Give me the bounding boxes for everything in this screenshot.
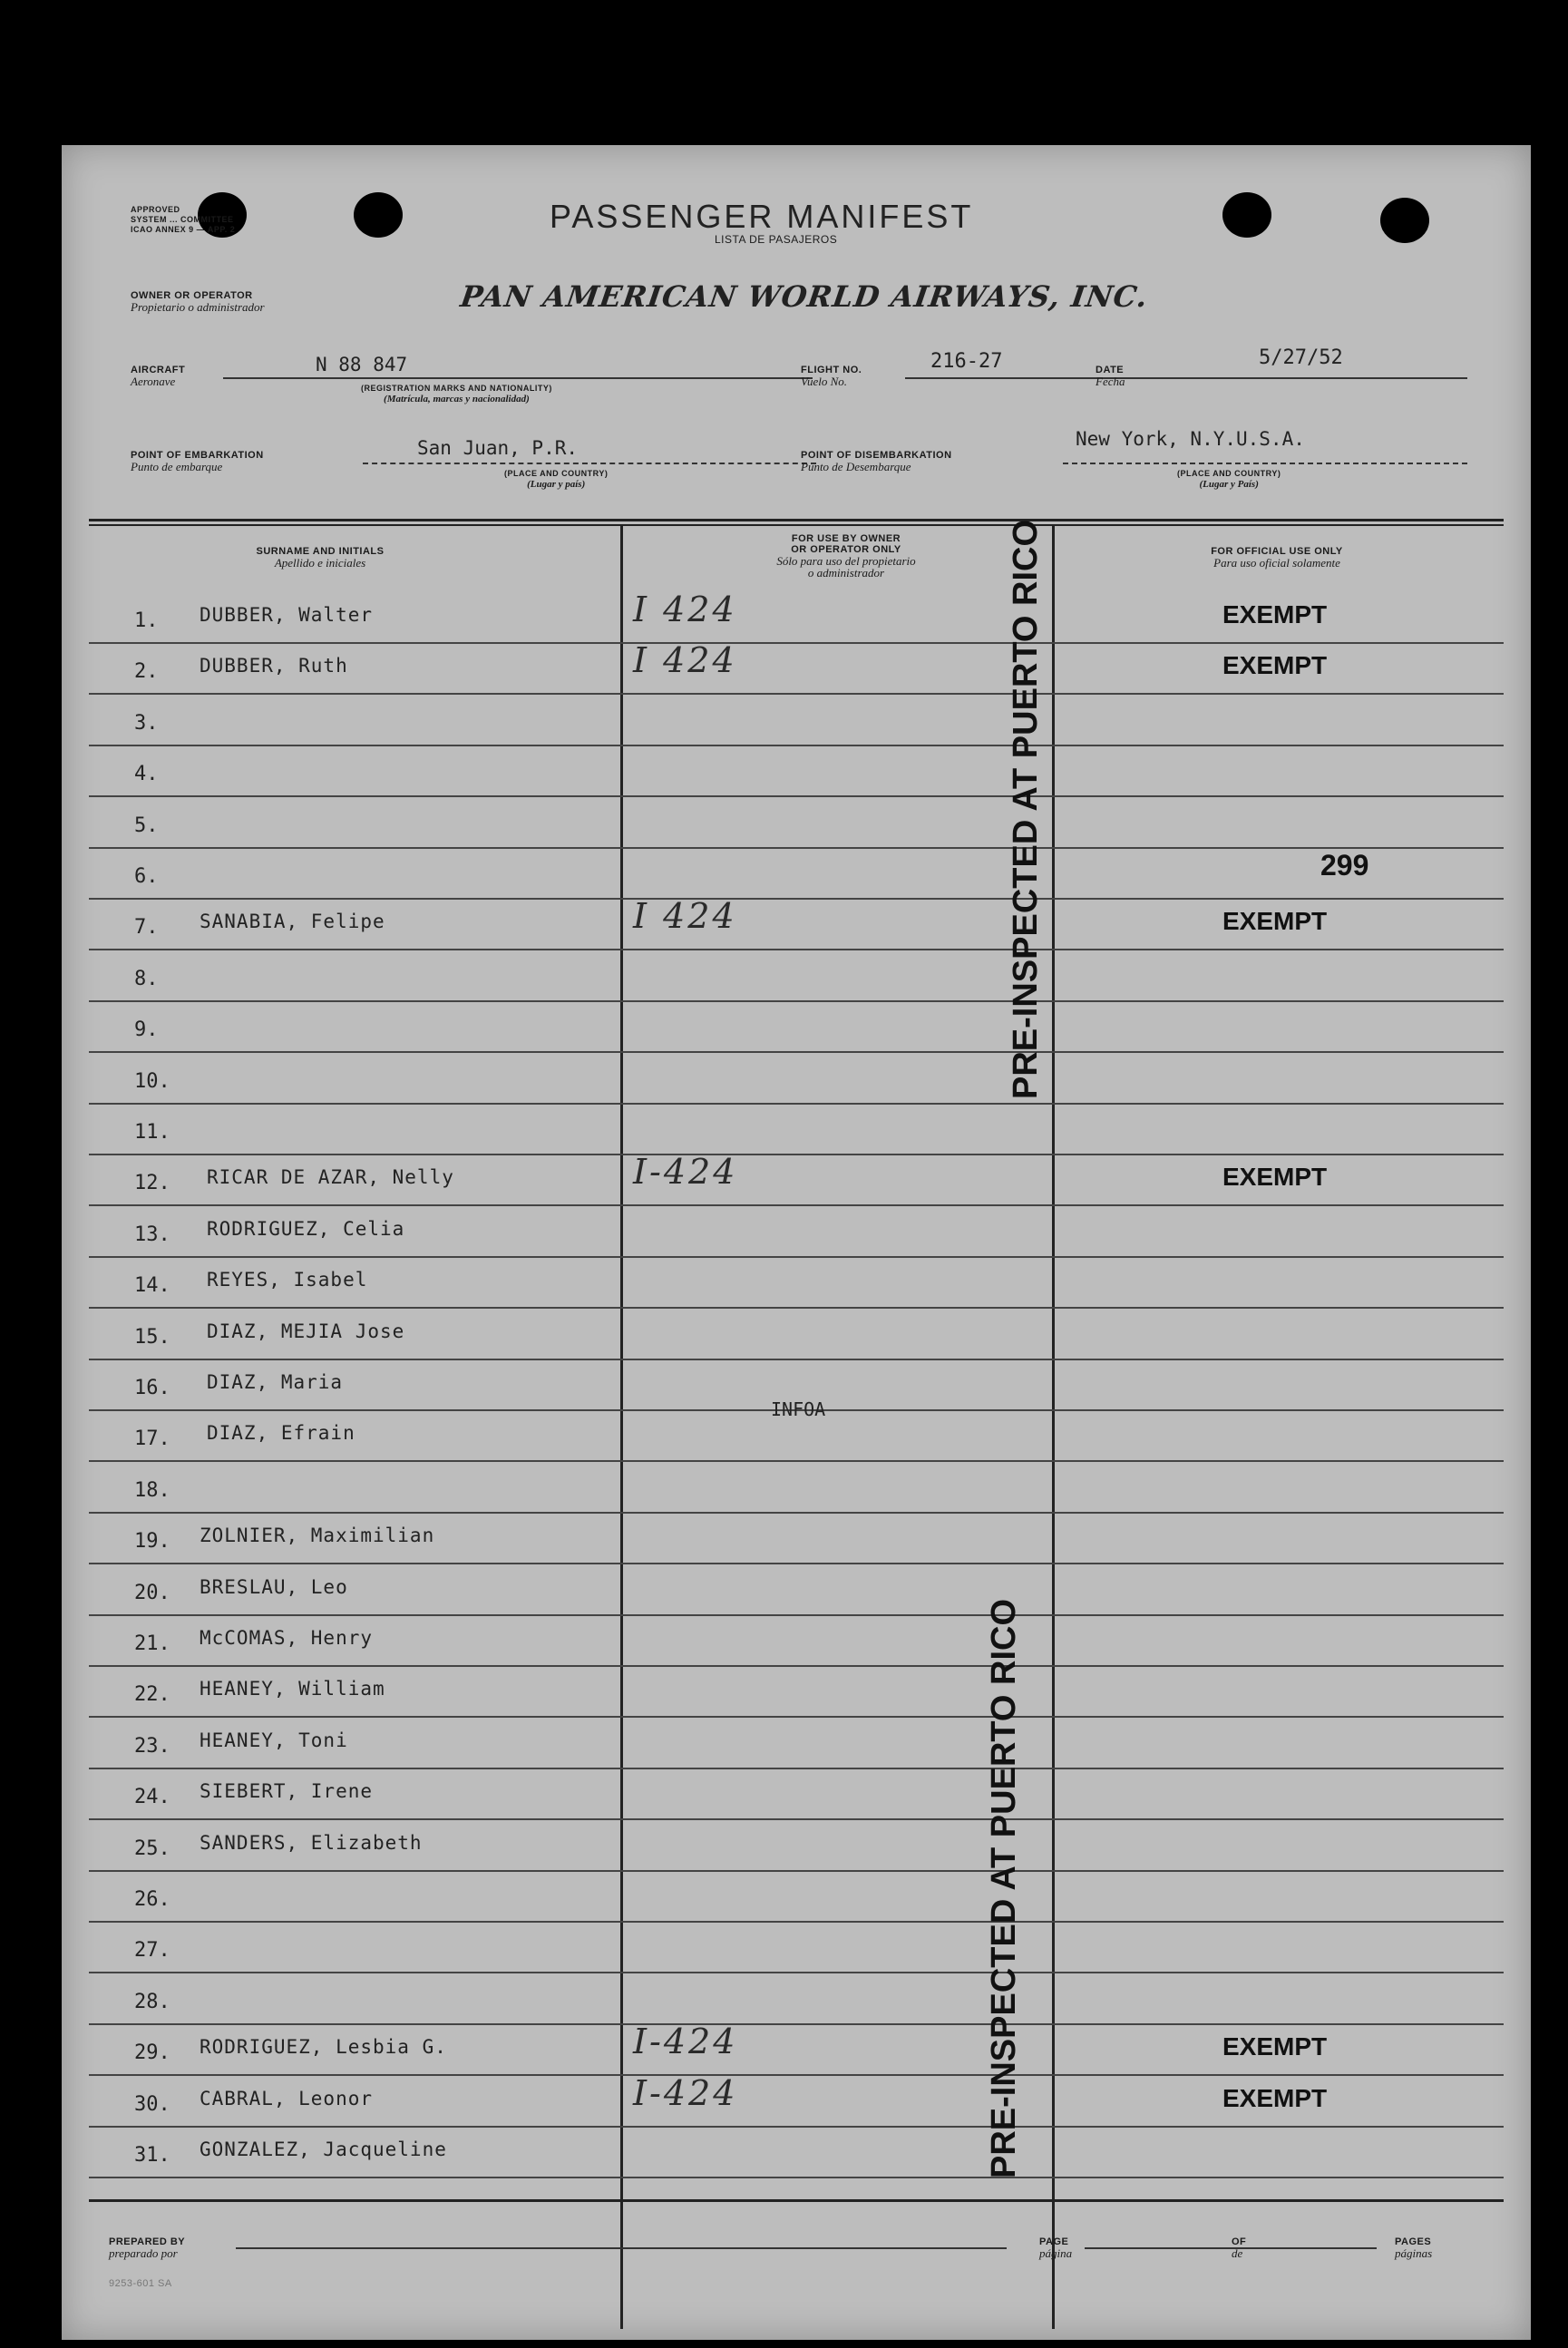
- row-rule: [89, 1665, 1504, 1667]
- row-rule: [89, 847, 1504, 849]
- row-number: 22.: [134, 1683, 170, 1706]
- table-row: [62, 2131, 1531, 2182]
- passenger-name: RODRIGUEZ, Lesbia G.: [200, 2036, 447, 2058]
- row-number: 2.: [134, 660, 159, 683]
- passenger-name: DUBBER, Walter: [200, 604, 374, 626]
- owner-label-block: [131, 290, 265, 313]
- table-row: [62, 2073, 1531, 2131]
- disembarkation-value: New York, N.Y.U.S.A.: [1076, 428, 1305, 450]
- aircraft-caption-block: [361, 383, 552, 405]
- flight-label-es: Vuelo No.: [801, 375, 848, 388]
- of-label: OF: [1232, 2236, 1247, 2247]
- table-row: [62, 1466, 1531, 1517]
- page-title: PASSENGER MANIFEST: [550, 198, 974, 235]
- passenger-name: DIAZ, Maria: [207, 1371, 344, 1393]
- row-number: 26.: [134, 1888, 170, 1911]
- passenger-name: HEANEY, Toni: [200, 1729, 348, 1751]
- operator-code: I-424: [633, 2022, 738, 2061]
- column-header-names-label: SURNAME AND INITIALS: [256, 546, 385, 557]
- row-number: 9.: [134, 1018, 159, 1041]
- prepared-by-label: PREPARED BY: [109, 2236, 186, 2247]
- flight-label: FLIGHT NO.: [801, 365, 862, 375]
- table-row: [62, 849, 1531, 903]
- row-number: 31.: [134, 2144, 170, 2167]
- prepared-by-label-es: preparado por: [109, 2246, 178, 2260]
- row-rule: [89, 1154, 1504, 1155]
- row-number: 25.: [134, 1837, 170, 1860]
- row-number: 16.: [134, 1377, 170, 1399]
- pre-inspected-stamp-upper: PRE-INSPECTED AT PUERTO RICO: [1007, 519, 1045, 1099]
- row-number: 14.: [134, 1274, 170, 1297]
- table-row: [62, 802, 1531, 852]
- approval-line: ICAO ANNEX 9 — APP. 2: [131, 225, 236, 234]
- passenger-name: DIAZ, Efrain: [207, 1422, 355, 1444]
- punch-hole: [354, 192, 403, 238]
- table-row: [62, 589, 1531, 648]
- aircraft-label-es: Aeronave: [131, 375, 176, 388]
- passenger-name: SANDERS, Elizabeth: [200, 1832, 423, 1854]
- row-number: 3.: [134, 712, 159, 735]
- table-row: [62, 1875, 1531, 1926]
- column-header-owner-use-label: FOR USE BY OWNER: [791, 533, 901, 544]
- row-rule: [89, 1972, 1504, 1973]
- owner-value: PAN AMERICAN WORLD AIRWAYS, INC.: [458, 279, 1151, 314]
- row-rule: [89, 1103, 1504, 1105]
- page-label: PAGE: [1039, 2236, 1069, 2247]
- table-row: [62, 1825, 1531, 1875]
- operator-code: I-424: [633, 2073, 738, 2113]
- flight-value: 216-27: [930, 350, 1003, 373]
- aircraft-label: AIRCRAFT: [131, 365, 186, 375]
- infoa-note: INFOA: [771, 1398, 826, 1420]
- column-header-official-label-es: Para uso oficial solamente: [1213, 556, 1340, 570]
- row-number: 19.: [134, 1530, 170, 1553]
- row-number: 27.: [134, 1939, 170, 1962]
- page-title-es: LISTA DE PASAJEROS: [715, 233, 838, 246]
- row-rule: [89, 949, 1504, 950]
- operator-code: I-424: [633, 1152, 738, 1192]
- prepared-by-underline: [236, 2247, 1007, 2249]
- row-number: 12.: [134, 1172, 170, 1194]
- table-row: [62, 896, 1531, 954]
- date-underline: [1141, 377, 1467, 379]
- row-rule: [89, 745, 1504, 746]
- row-number: 7.: [134, 916, 159, 939]
- table-row: [62, 1620, 1531, 1671]
- row-number: 17.: [134, 1427, 170, 1450]
- table-row: [62, 640, 1531, 698]
- row-rule: [89, 1460, 1504, 1462]
- row-number: 28.: [134, 1991, 170, 2013]
- row-rule: [89, 1307, 1504, 1309]
- flight-label-block: [801, 365, 862, 387]
- passenger-name: DIAZ, MEJIA Jose: [207, 1320, 405, 1342]
- of-label-es: de: [1232, 2246, 1243, 2260]
- operator-code: I 424: [633, 896, 737, 936]
- punch-hole: [1222, 192, 1271, 238]
- official-mark: EXEMPT: [1222, 2032, 1328, 2061]
- passenger-name: RICAR DE AZAR, Nelly: [207, 1166, 454, 1188]
- row-rule: [89, 2023, 1504, 2025]
- table-row: [62, 1978, 1531, 2029]
- table-row: [62, 1671, 1531, 1721]
- approval-block: [131, 205, 235, 235]
- row-rule: [89, 642, 1504, 644]
- pages-label-block: [1395, 2236, 1432, 2259]
- row-rule: [89, 1256, 1504, 1258]
- column-header-owner-use-label-es: Sólo para uso del propietario: [776, 554, 916, 568]
- passenger-name: ZOLNIER, Maximilian: [200, 1525, 435, 1546]
- row-rule: [89, 1051, 1504, 1053]
- disembarkation-label: POINT OF DISEMBARKATION: [801, 450, 952, 461]
- column-header-names: [170, 546, 470, 569]
- table-row: [62, 1262, 1531, 1312]
- embarkation-underline: [363, 463, 816, 464]
- disembarkation-label-block: [801, 450, 952, 473]
- page-label-es: página: [1039, 2246, 1073, 2260]
- page-label-block: [1039, 2236, 1072, 2259]
- row-number: 24.: [134, 1786, 170, 1808]
- table-row: [62, 1517, 1531, 1568]
- operator-code: I 424: [633, 640, 737, 680]
- table-row: [62, 699, 1531, 750]
- punch-hole: [1380, 198, 1429, 243]
- disembarkation-caption-es: (Lugar y País): [1199, 479, 1259, 490]
- row-rule: [89, 1000, 1504, 1002]
- aircraft-caption-es: (Matrícula, marcas y nacionalidad): [384, 394, 530, 404]
- row-rule: [89, 693, 1504, 695]
- passenger-name: CABRAL, Leonor: [200, 2088, 374, 2109]
- aircraft-label-block: [131, 365, 185, 387]
- approval-line: APPROVED: [131, 205, 180, 214]
- official-mark: EXEMPT: [1222, 651, 1328, 679]
- row-number: 5.: [134, 814, 159, 837]
- disembarkation-caption-block: [1177, 468, 1281, 491]
- embarkation-caption-es: (Lugar y país): [527, 479, 586, 490]
- approval-line: SYSTEM ... COMMITTEE: [131, 215, 234, 224]
- aircraft-value: N 88 847: [316, 354, 408, 375]
- of-underline: [1259, 2247, 1377, 2249]
- embarkation-label-es: Punto de embarque: [131, 460, 223, 473]
- table-bottom-rule: [89, 2199, 1504, 2202]
- table-row: [62, 1415, 1531, 1466]
- aircraft-underline: [223, 377, 813, 379]
- row-number: 21.: [134, 1632, 170, 1655]
- row-number: 4.: [134, 763, 159, 785]
- row-number: 10.: [134, 1070, 170, 1093]
- column-header-official-label: FOR OFFICIAL USE ONLY: [1211, 546, 1343, 557]
- operator-code: I 424: [633, 589, 737, 629]
- embarkation-label: POINT OF EMBARKATION: [131, 450, 264, 461]
- row-number: 23.: [134, 1735, 170, 1758]
- prepared-by-block: [109, 2236, 185, 2259]
- form-number: 9253-601 SA: [109, 2278, 172, 2289]
- passenger-name: HEANEY, William: [200, 1678, 385, 1700]
- row-number: 29.: [134, 2041, 170, 2064]
- row-rule: [89, 2074, 1504, 2076]
- official-mark: 299: [1320, 849, 1369, 882]
- column-header-official: [1127, 546, 1427, 569]
- row-rule: [89, 1818, 1504, 1820]
- embarkation-caption-block: [504, 468, 608, 491]
- row-number: 11.: [134, 1121, 170, 1144]
- table-row: [62, 1108, 1531, 1159]
- row-number: 8.: [134, 968, 159, 990]
- table-row: [62, 1006, 1531, 1057]
- row-rule: [89, 1614, 1504, 1616]
- pages-label-es: páginas: [1395, 2246, 1433, 2260]
- date-label-es: Fecha: [1096, 375, 1125, 388]
- table-row: [62, 1569, 1531, 1620]
- row-rule: [89, 1512, 1504, 1514]
- passenger-name: SIEBERT, Irene: [200, 1780, 374, 1802]
- owner-label-es: Propietario o administrador: [131, 300, 265, 314]
- column-header-owner-use-label: OR OPERATOR ONLY: [791, 544, 901, 555]
- row-number: 6.: [134, 865, 159, 888]
- date-label: DATE: [1096, 365, 1125, 375]
- column-header-owner-use: [724, 533, 969, 579]
- row-number: 15.: [134, 1326, 170, 1349]
- table-row: [62, 1773, 1531, 1824]
- table-row: [62, 955, 1531, 1006]
- passenger-name: SANABIA, Felipe: [200, 911, 385, 932]
- table-row: [62, 1722, 1531, 1773]
- row-rule: [89, 1870, 1504, 1872]
- embarkation-label-block: [131, 450, 264, 473]
- owner-label: OWNER OR OPERATOR: [131, 290, 253, 301]
- table-top-rule: [89, 524, 1504, 526]
- official-mark: EXEMPT: [1222, 600, 1328, 628]
- aircraft-caption: (REGISTRATION MARKS AND NATIONALITY): [361, 384, 552, 393]
- row-rule: [89, 2177, 1504, 2178]
- row-rule: [89, 1921, 1504, 1923]
- row-rule: [89, 1563, 1504, 1564]
- table-row: [62, 1926, 1531, 1977]
- official-mark: EXEMPT: [1222, 1163, 1328, 1191]
- column-header-names-label-es: Apellido e iniciales: [274, 556, 366, 570]
- table-row: [62, 2022, 1531, 2080]
- row-rule: [89, 2126, 1504, 2128]
- table-top-rule: [89, 519, 1504, 521]
- row-rule: [89, 898, 1504, 900]
- row-rule: [89, 1359, 1504, 1360]
- official-mark: EXEMPT: [1222, 907, 1328, 935]
- table-row: [62, 750, 1531, 801]
- table-row: [62, 1313, 1531, 1364]
- row-rule: [89, 795, 1504, 797]
- date-label-block: [1096, 365, 1125, 387]
- disembarkation-caption: (PLACE AND COUNTRY): [1177, 469, 1281, 478]
- row-rule: [89, 1204, 1504, 1206]
- column-header-owner-use-label-es: o administrador: [807, 566, 885, 580]
- embarkation-caption: (PLACE AND COUNTRY): [504, 469, 609, 478]
- row-number: 20.: [134, 1582, 170, 1604]
- page-underline: [1085, 2247, 1275, 2249]
- passenger-name: BRESLAU, Leo: [200, 1576, 348, 1598]
- passenger-name: REYES, Isabel: [207, 1269, 368, 1291]
- passenger-name: DUBBER, Ruth: [200, 655, 348, 677]
- row-number: 18.: [134, 1479, 170, 1502]
- pages-label: PAGES: [1395, 2236, 1432, 2247]
- of-label-block: [1232, 2236, 1246, 2259]
- pre-inspected-stamp-lower: PRE-INSPECTED AT PUERTO RICO: [985, 1598, 1023, 2178]
- disembarkation-underline: [1063, 463, 1467, 464]
- row-number: 13.: [134, 1223, 170, 1246]
- manifest-sheet: [62, 145, 1531, 2340]
- row-rule: [89, 1768, 1504, 1769]
- disembarkation-label-es: Punto de Desembarque: [801, 460, 911, 473]
- row-number: 1.: [134, 609, 159, 632]
- passenger-name: McCOMAS, Henry: [200, 1627, 374, 1649]
- row-rule: [89, 1716, 1504, 1718]
- table-row: [62, 1152, 1531, 1210]
- passenger-name: RODRIGUEZ, Celia: [207, 1218, 405, 1240]
- date-value: 5/27/52: [1259, 346, 1343, 369]
- embarkation-value: San Juan, P.R.: [417, 437, 579, 459]
- passenger-name: GONZALEZ, Jacqueline: [200, 2139, 447, 2160]
- row-number: 30.: [134, 2093, 170, 2116]
- table-row: [62, 1211, 1531, 1262]
- official-mark: EXEMPT: [1222, 2084, 1328, 2112]
- table-row: [62, 1057, 1531, 1108]
